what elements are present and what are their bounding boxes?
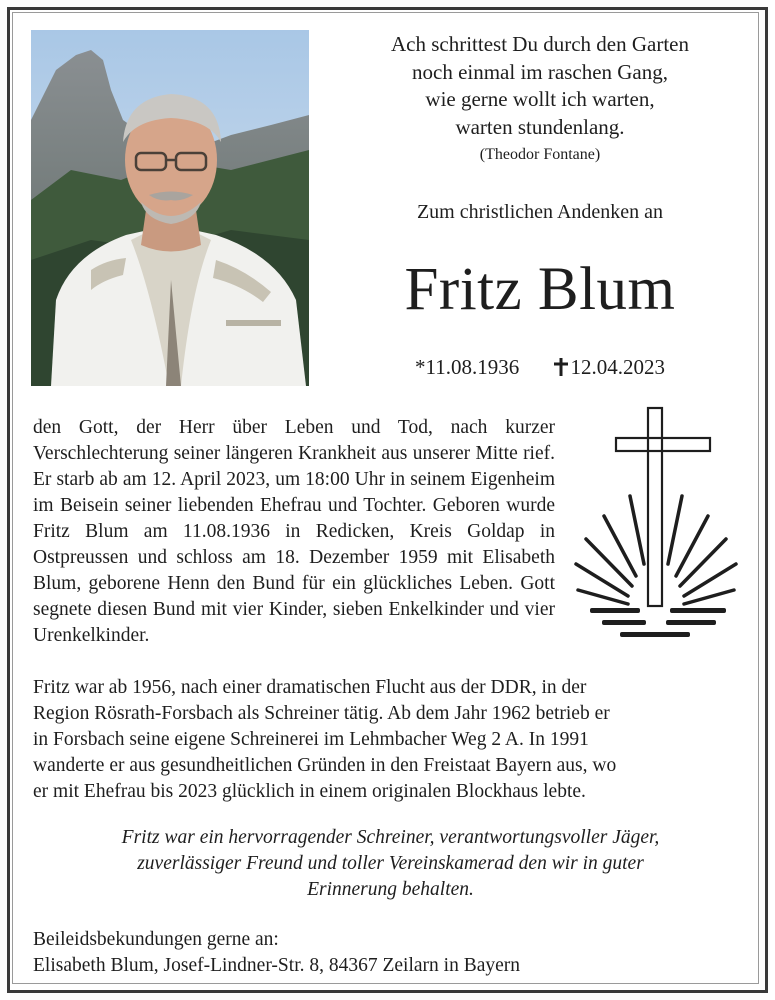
condolence-heading: Beileidsbekundungen gerne an: xyxy=(33,929,279,950)
memorial-intro: Zum christlichen Andenken an xyxy=(416,201,664,223)
death-date-group xyxy=(554,355,665,382)
life-dates xyxy=(320,355,760,382)
poem-line: wie gerne wollt ich warten, xyxy=(425,87,655,111)
cross-with-sun-rays-icon xyxy=(572,404,752,644)
deceased-name: Fritz Blum xyxy=(404,256,676,323)
poem xyxy=(320,31,760,141)
paragraph-line: Region Rösrath-Forsbach als Schreiner tätig. Ab dem Jahr 1962 betrieb er xyxy=(33,703,610,724)
tribute-line: zuverlässiger Freund und toller Vereinskamerad den wir in guter xyxy=(137,853,644,874)
poem-author: (Theodor Fontane) xyxy=(479,146,601,163)
portrait-photo xyxy=(31,30,309,386)
condolence-address: Elisabeth Blum, Josef-Lindner-Str. 8, 84367 Zeilarn in Bayern xyxy=(33,955,521,976)
obituary-paragraph-1: den Gott, der Herr über Leben und Tod, nach kurzer Verschlechterung seiner längeren Krankheit aus unserer Mitte rief. Er starb ab am 12. April 2023, um 18:00 Uhr in seinem Eigenheim im Beisein seiner liebenden Ehefrau und Tochter. Geboren wurde Fritz Blum am 11.08.1936 in Redicken, Kreis Goldap in Ostpreussen und schloss am 18. Dezember 1959 mit Elisabeth Blum, geborene Henn den Bund für ein glückliches Leben. Gott segnete diesen Bund mit vier Kinder, sieben Enkelkinder und vier Urenkelkinder. xyxy=(33,417,555,646)
paragraph-line: er mit Ehefrau bis 2023 glücklich in einem originalen Blockhaus lebte. xyxy=(33,781,586,802)
poem-line: warten stundenlang. xyxy=(455,114,625,139)
tribute-line: Fritz war ein hervorragender Schreiner, verantwortungsvoller Jäger, xyxy=(121,827,660,848)
tribute-text xyxy=(33,825,748,903)
paragraph-line: Fritz war ab 1956, nach einer dramatischen Flucht aus der DDR, in der xyxy=(33,677,587,698)
condolence-block xyxy=(33,927,748,979)
poem-line: noch einmal im raschen Gang, xyxy=(412,59,668,84)
birth-date: *11.08.1936 xyxy=(415,355,520,379)
tribute-line: Erinnerung behalten. xyxy=(307,879,474,900)
poem-line: Ach schrittest Du durch den Garten xyxy=(391,32,689,56)
latin-cross-icon xyxy=(554,357,568,382)
obituary-paragraph-2 xyxy=(33,675,748,805)
death-date: 12.04.2023 xyxy=(570,355,665,379)
paragraph-line: wanderte er aus gesundheitlichen Gründen in den Freistaat Bayern aus, wo xyxy=(33,755,617,776)
paragraph-line: in Forsbach seine eigene Schreinerei im Lehmbacher Weg 2 A. In 1991 xyxy=(33,729,589,750)
